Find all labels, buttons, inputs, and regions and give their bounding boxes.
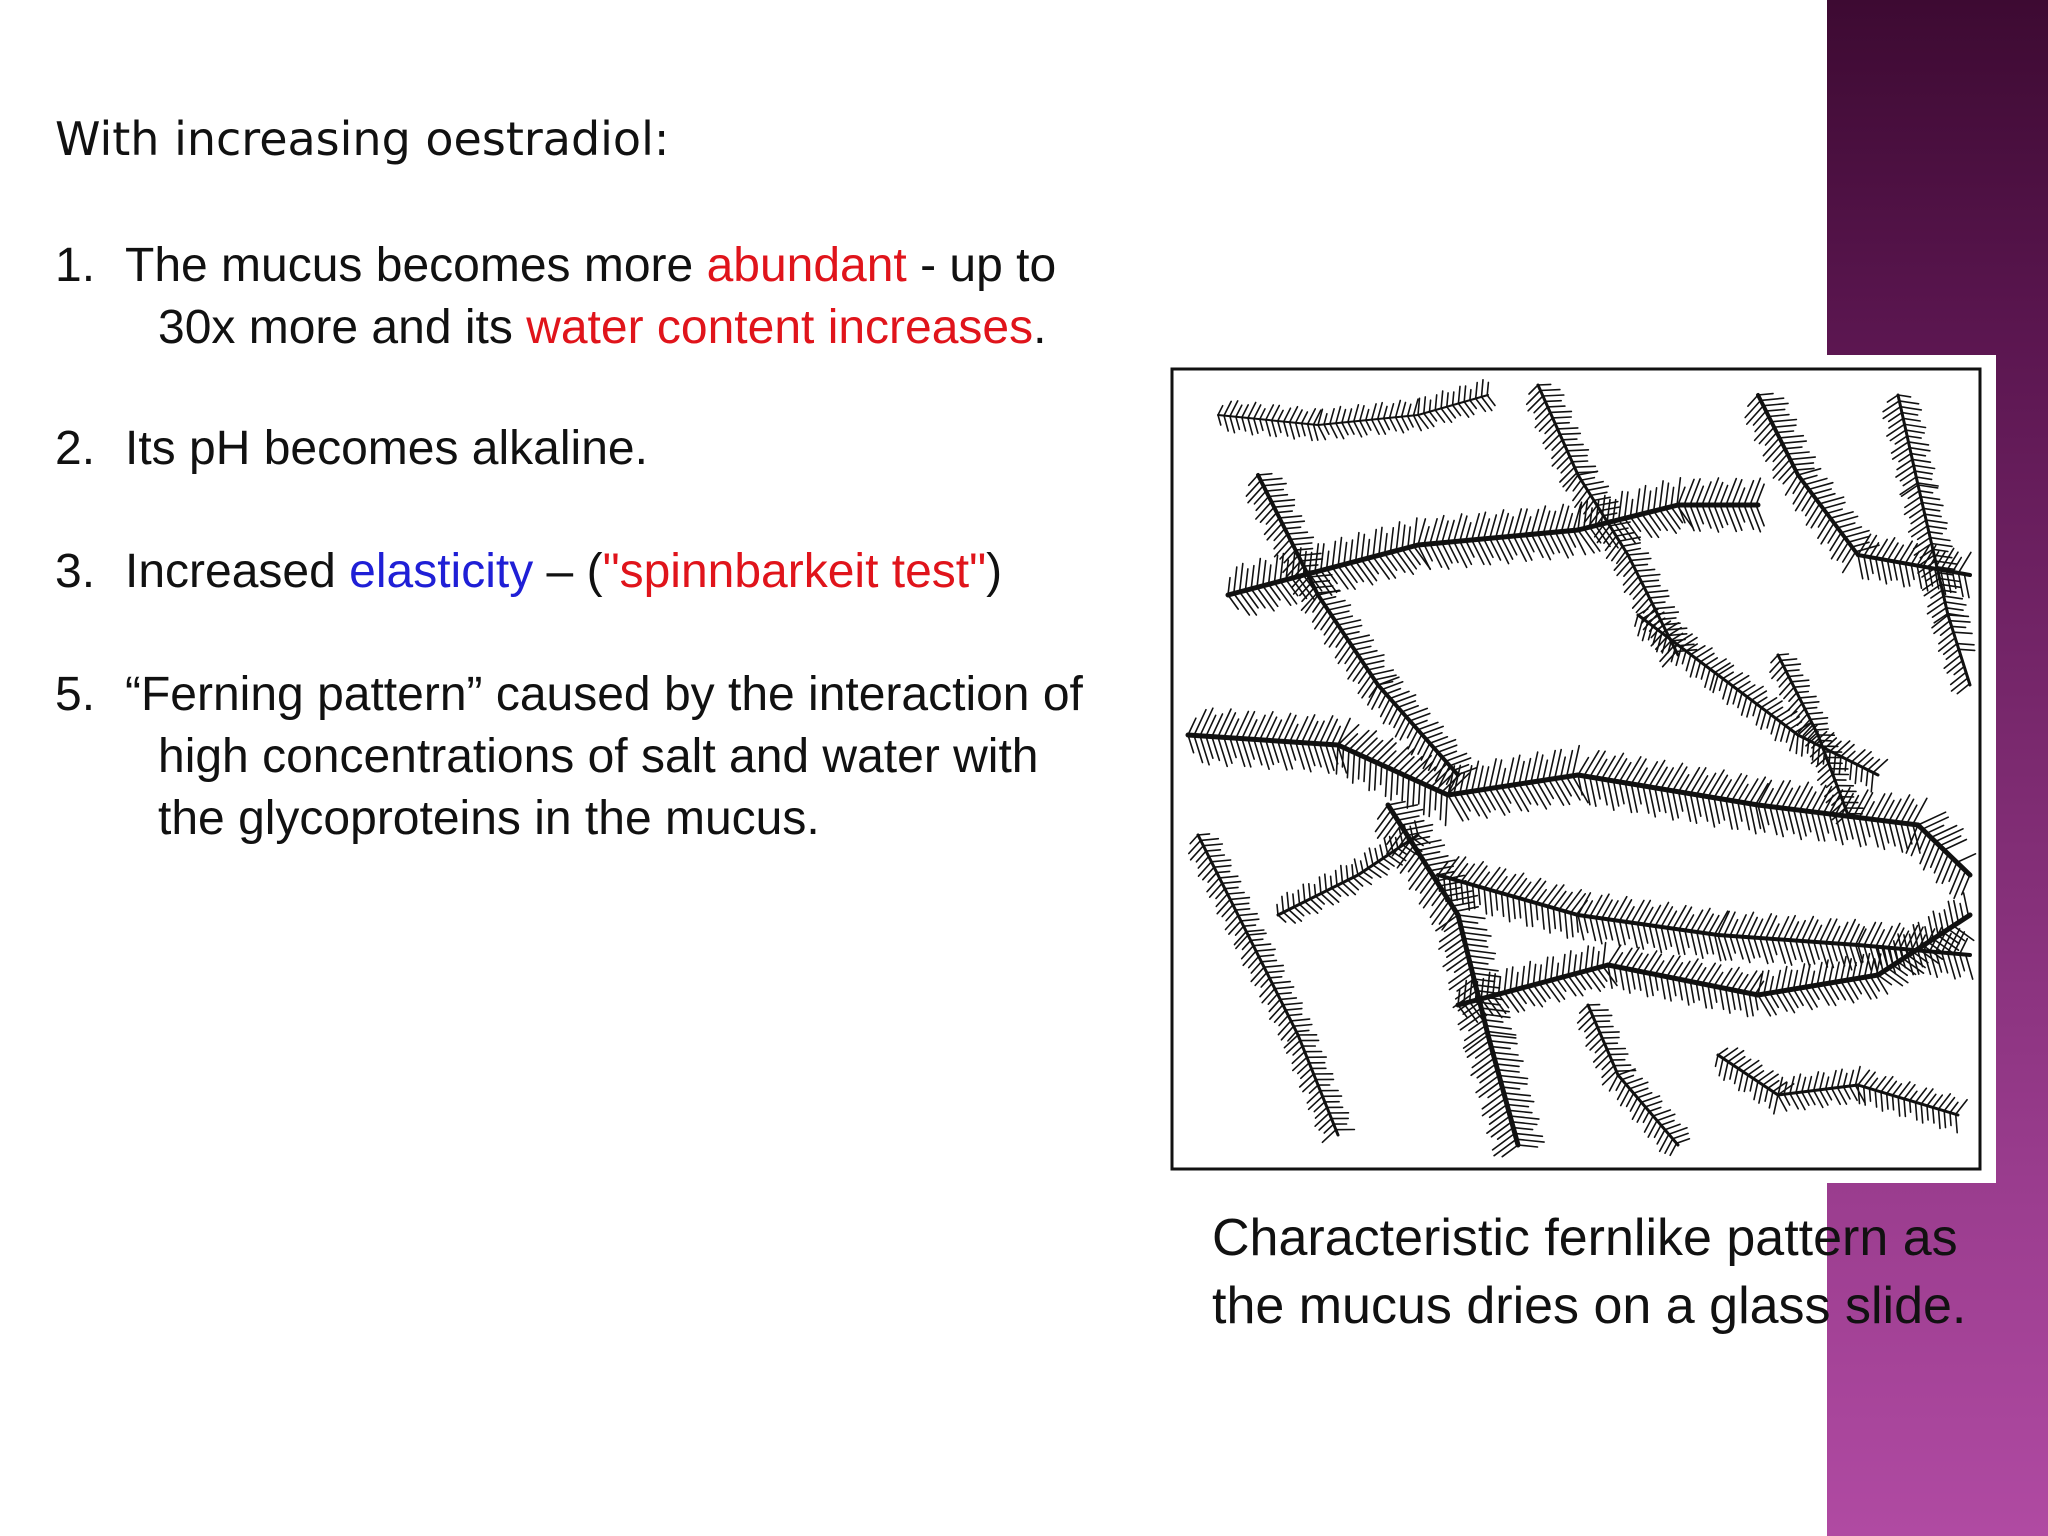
- item-text: Increased: [125, 545, 350, 598]
- item-text: “Ferning pattern” caused by the interaction of: [125, 668, 1083, 721]
- figure-caption-line-2: the mucus dries on a glass slide.: [1212, 1277, 1967, 1335]
- item-text: .: [1033, 301, 1047, 354]
- item-text: The mucus becomes more: [125, 239, 707, 292]
- list-item-line: [55, 541, 1155, 603]
- highlight-abundant: abundant: [706, 239, 907, 292]
- list-item-2: [55, 418, 1155, 480]
- list-item-5: [55, 664, 1155, 850]
- list-number: 2.: [55, 422, 96, 475]
- list-item-line: [55, 297, 1155, 359]
- highlight-elasticity: elasticity: [349, 545, 534, 598]
- list-item-line: [55, 418, 1155, 480]
- figure-caption-line-1: Characteristic fernlike pattern as: [1212, 1209, 1958, 1267]
- item-text: the glycoproteins in the mucus.: [158, 792, 820, 845]
- fern-pattern-figure: [1158, 355, 1996, 1183]
- item-text: ): [986, 545, 1003, 598]
- item-text: 30x more and its: [158, 301, 527, 354]
- highlight-water-content: water content increases: [526, 301, 1034, 354]
- fern-pattern-illustration-icon: [1158, 355, 1996, 1183]
- list-number: 1.: [55, 239, 96, 292]
- list-item-line: [55, 788, 1155, 850]
- item-text: Its pH becomes alkaline.: [125, 422, 648, 475]
- list-item-line: [55, 726, 1155, 788]
- slide-heading: With increasing oestradiol:: [55, 112, 670, 166]
- item-text: – (: [533, 545, 603, 598]
- item-text: high concentrations of salt and water with: [158, 730, 1039, 783]
- list-item-3: [55, 541, 1155, 603]
- list-number: 3.: [55, 545, 96, 598]
- list-item-1: [55, 235, 1155, 359]
- list-item-line: [55, 235, 1155, 297]
- item-text: - up to: [906, 239, 1057, 292]
- list-number: 5.: [55, 668, 96, 721]
- highlight-spinnbarkeit: "spinnbarkeit test": [602, 545, 987, 598]
- list-item-line: [55, 664, 1155, 726]
